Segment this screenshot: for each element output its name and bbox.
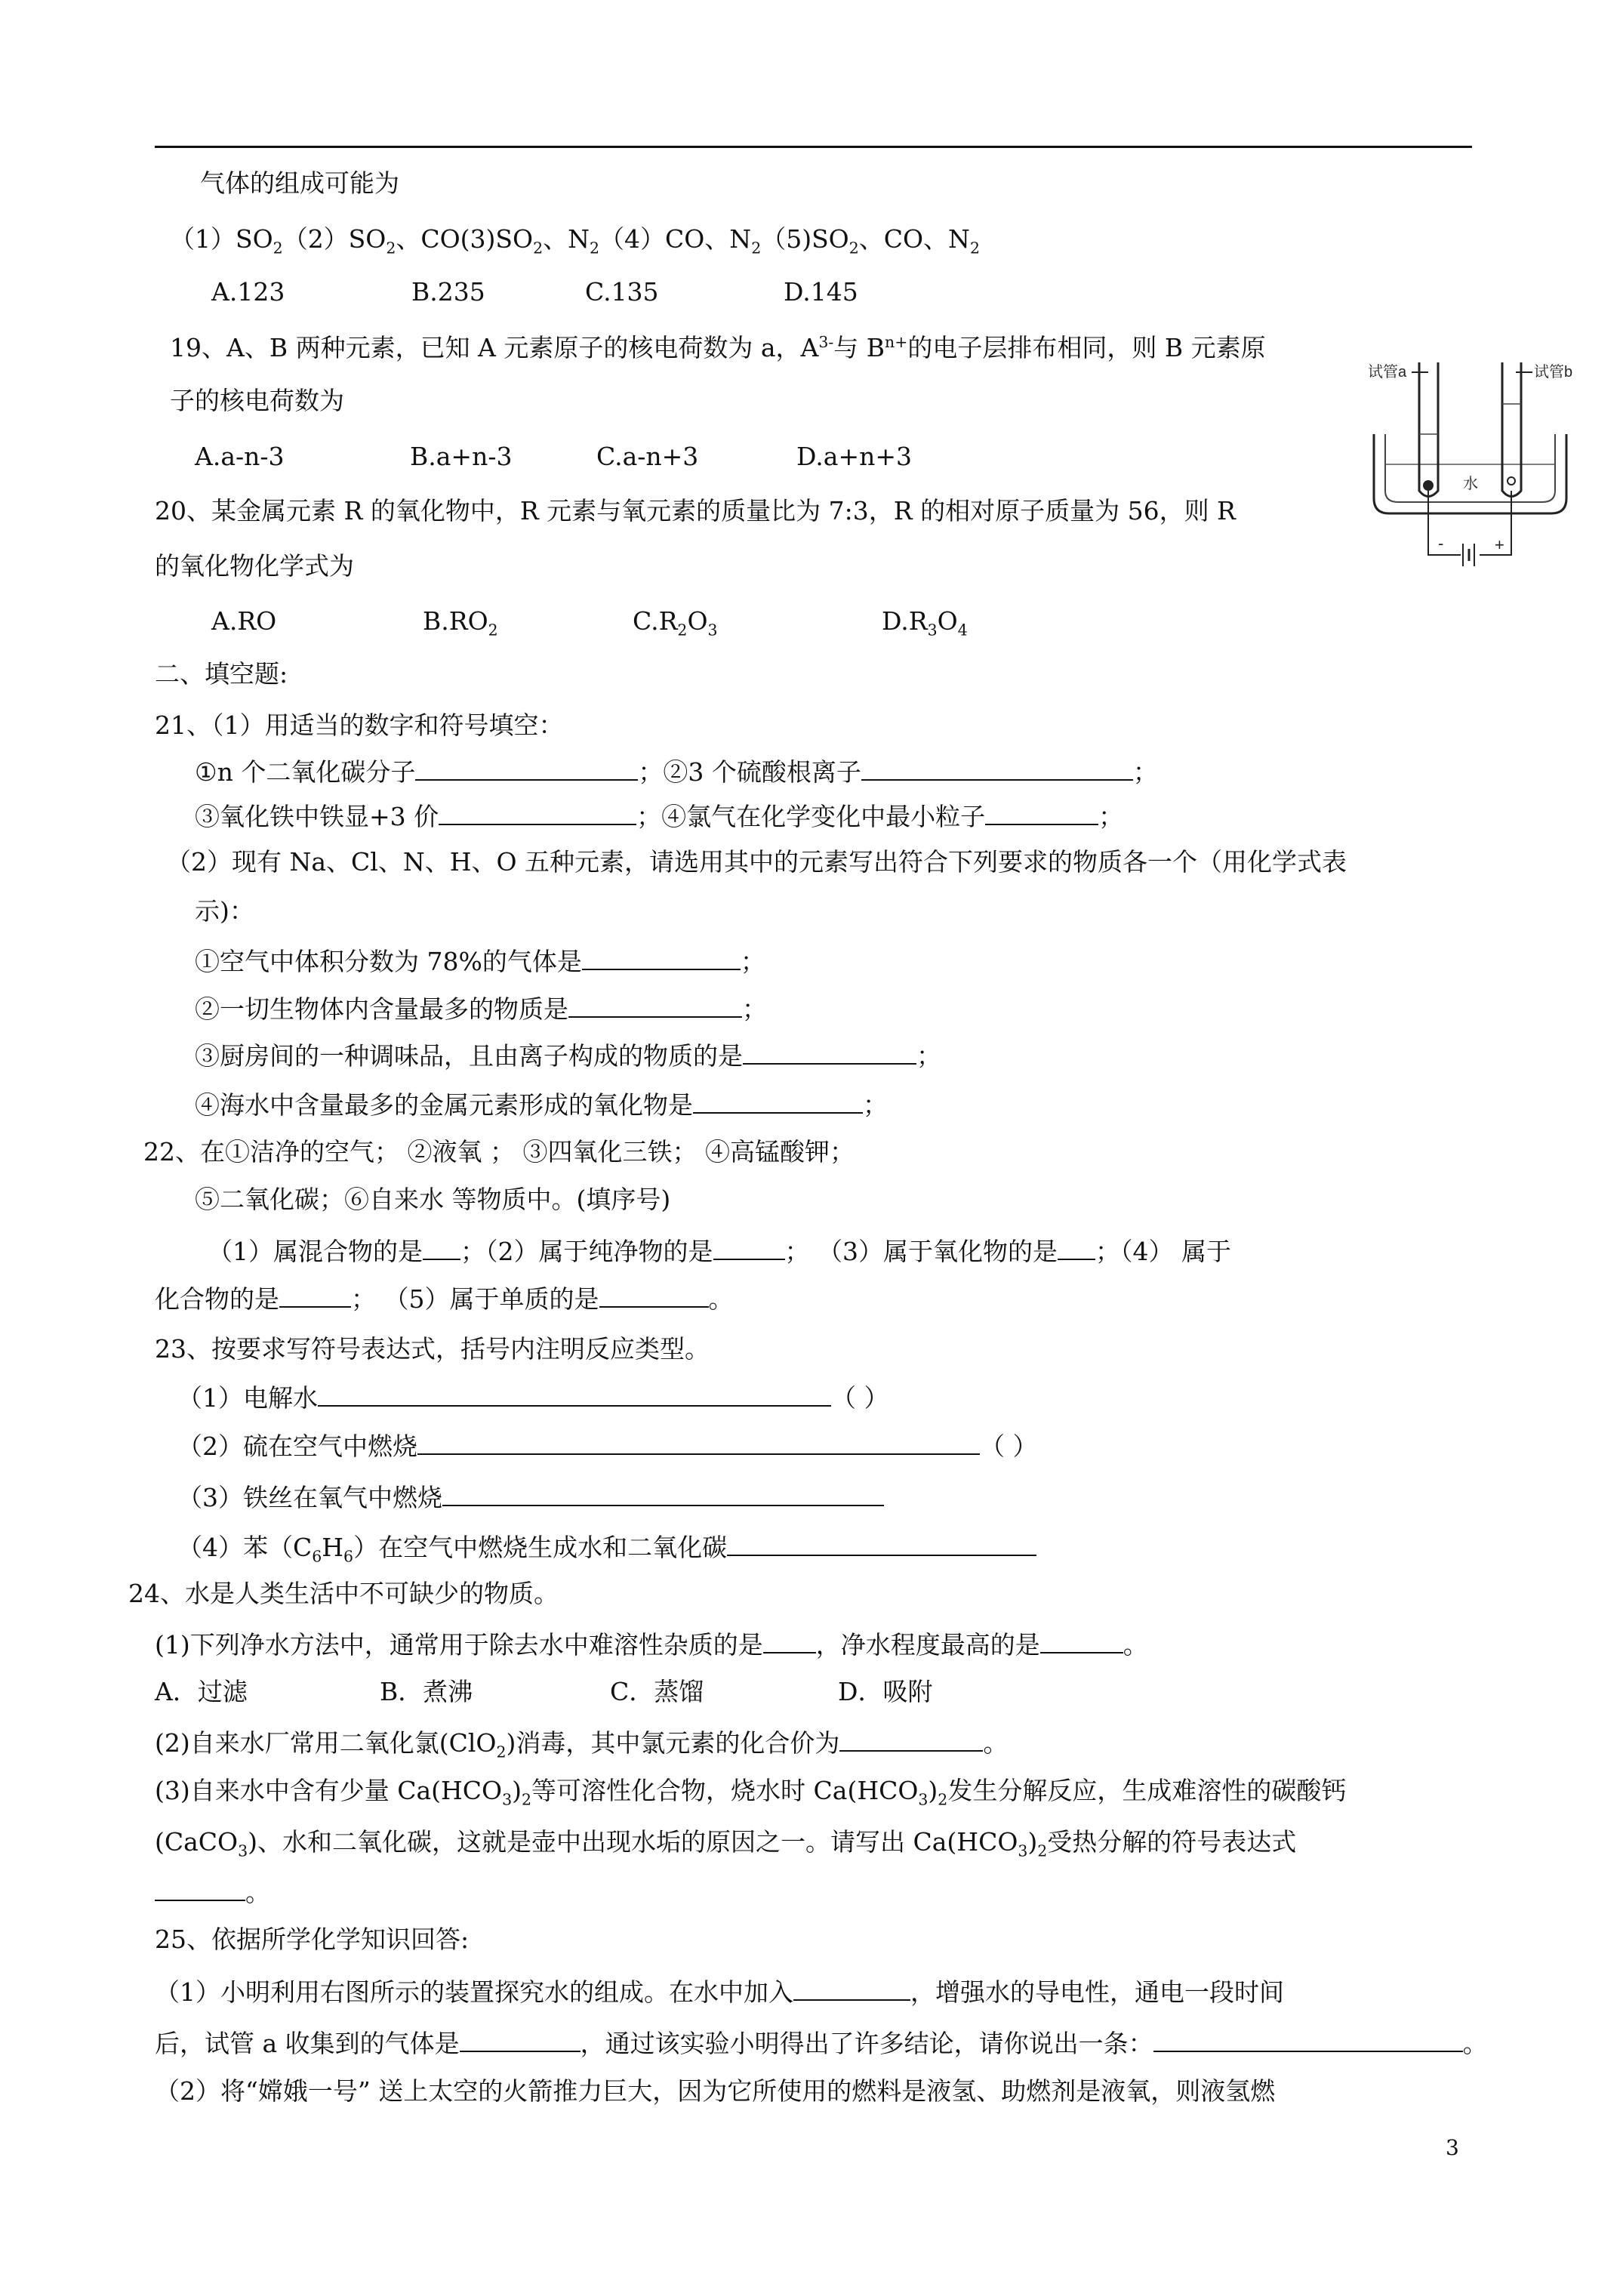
q23-line4: （3）铁丝在氧气中燃烧 xyxy=(177,1484,884,1510)
q21-line4: （2）现有 Na、Cl、N、H、O 五种元素，请选用其中的元素写出符合下列要求的物质各一个（用化学式表 xyxy=(166,847,1347,877)
q24-option-c: C．蒸馏 xyxy=(610,1677,704,1706)
q22-line3: （1）属混合物的是 ；（2）属于纯净物的是 ； （3）属于氧化物的是 ；（4） 属于 xyxy=(208,1237,1231,1266)
header-rule xyxy=(155,146,1472,148)
q18-line1: 气体的组成可能为 xyxy=(200,168,399,198)
answer-blank[interactable] xyxy=(439,803,636,825)
answer-blank[interactable] xyxy=(318,1384,831,1407)
q21-line8: ③厨房间的一种调味品，且由离子构成的物质的是 ； xyxy=(195,1041,941,1071)
answer-blank[interactable] xyxy=(727,1533,1036,1556)
answer-blank[interactable] xyxy=(415,758,638,781)
q18-option-a: A.123 xyxy=(211,277,285,307)
q19-line2: 子的核电荷数为 xyxy=(170,386,344,415)
answer-blank[interactable] xyxy=(693,1091,863,1114)
q24-line1: 24、水是人类生活中不可缺少的物质。 xyxy=(128,1579,559,1608)
answer-blank[interactable] xyxy=(1040,1631,1123,1653)
q21-line1: 21、（1）用适当的数字和符号填空： xyxy=(155,710,564,740)
q20-line2: 的氧化物化学式为 xyxy=(155,551,354,581)
electrode-a xyxy=(1423,480,1434,491)
q24-option-d: D．吸附 xyxy=(838,1677,933,1706)
q23-line2: （1）电解水 （ ） xyxy=(177,1383,889,1413)
q23-line1: 23、按要求写符号表达式，括号内注明反应类型。 xyxy=(155,1334,710,1364)
q24-line6: (CaCO$_3$)、水和二氧化碳，这就是壶中出现水垢的原因之一。请写出 $Ca(HCO_3)_2$受热分解的符号表达式 xyxy=(155,1827,1297,1860)
q22-line4: 化合物的是 ； （5）属于单质的是 。 xyxy=(155,1284,734,1314)
section-heading: 二、填空题: xyxy=(155,659,288,689)
q19-option-c: C.a-n+3 xyxy=(596,442,699,471)
q18-option-b: B.235 xyxy=(411,277,485,307)
q20-option-b: $B.RO_2$ xyxy=(423,606,498,639)
q24-line5: (3)自来水中含有少量 $Ca(HCO_3)_2$等可溶性化合物，烧水时 $Ca(HCO_3)_2$发生分解反应，生成难溶性的碳酸钙 xyxy=(155,1776,1347,1809)
water-label: 水 xyxy=(1463,476,1478,492)
answer-blank[interactable] xyxy=(279,1285,351,1308)
answer-blank[interactable] xyxy=(442,1484,884,1506)
tube-b-label: 试管b xyxy=(1534,364,1573,381)
q20-line1: 20、某金属元素 R 的氧化物中，R 元素与氧元素的质量比为 7:3，R 的相对原子质量为 56，则 R xyxy=(155,496,1236,525)
answer-blank[interactable] xyxy=(1058,1237,1095,1260)
answer-blank[interactable] xyxy=(861,758,1133,781)
q24-line4: (2)自来水厂常用二氧化氯(ClO$_2$)消毒，其中氯元素的化合价为 。 xyxy=(155,1728,1009,1761)
q22-line1: 22、在①洁净的空气； ②液氧 ； ③四氧化三铁； ④高锰酸钾； xyxy=(143,1137,855,1166)
q25-line1: 25、依据所学化学知识回答: xyxy=(155,1925,470,1954)
q20-option-c: $C.R_2O_3$ xyxy=(633,606,718,639)
answer-blank[interactable] xyxy=(713,1237,785,1260)
answer-blank[interactable] xyxy=(763,1631,816,1653)
q19-option-d: D.a+n+3 xyxy=(796,442,912,471)
answer-blank[interactable] xyxy=(599,1285,709,1308)
answer-blank[interactable] xyxy=(568,995,742,1018)
q21-line9: ④海水中含量最多的金属元素形成的氧化物是 ； xyxy=(195,1090,888,1120)
q18-line2: $(1)SO_2(2)SO_2$、$CO(3)SO_2$、$N_2(4)CO$、$N_2(5)SO_2$、CO、$N_2$ xyxy=(170,224,980,257)
q25-line3: 后，试管 a 收集到的气体是 ，通过该实验小明得出了许多结论，请你说出一条： 。 xyxy=(155,2029,1488,2058)
answer-blank[interactable] xyxy=(417,1432,980,1455)
q22-line2: ⑤二氧化碳；⑥自来水 等物质中。(填序号) xyxy=(195,1185,671,1214)
q25-line2: （1）小明利用右图所示的装置探究水的组成。在水中加入 ，增强水的导电性，通电一段时间 xyxy=(155,1977,1284,2007)
answer-blank[interactable] xyxy=(743,1042,916,1065)
answer-blank[interactable] xyxy=(423,1237,460,1260)
q21-line6: ①空气中体积分数为 78%的气体是 ； xyxy=(195,947,765,976)
q18-option-c: C.135 xyxy=(585,277,659,307)
tube-a-label: 试管a xyxy=(1368,364,1407,381)
q21-line5: 示)： xyxy=(195,896,254,926)
plus-label: + xyxy=(1495,535,1504,554)
answer-blank[interactable] xyxy=(985,803,1098,825)
q24-option-a: A．过滤 xyxy=(155,1677,248,1706)
q20-option-a: A.RO xyxy=(211,606,277,636)
minus-label: - xyxy=(1438,534,1444,553)
q23-line3: （2）硫在空气中燃烧 （ ） xyxy=(177,1432,1038,1461)
q25-line4: （2）将“嫦娥一号” 送上太空的火箭推力巨大，因为它所使用的燃料是液氢、助燃剂是液氧，则液氢燃 xyxy=(155,2076,1276,2106)
answer-blank[interactable] xyxy=(460,2029,581,2052)
answer-blank[interactable] xyxy=(582,948,741,970)
q21-line3: ③氧化铁中铁显+3 价 ；④氯气在化学变化中最小粒子 ； xyxy=(195,802,1124,831)
q24-option-b: B．煮沸 xyxy=(380,1677,473,1706)
q21-line7: ②一切生物体内含量最多的物质是 ； xyxy=(195,994,767,1024)
q19-line1: 19、A、B 两种元素，已知 A 元素原子的核电荷数为 a，$A^{3-}$与 $B^{n+}$的电子层排布相同，则 B 元素原 xyxy=(170,333,1266,362)
q21-line2: ①n 个二氧化碳分子 ；②3 个硫酸根离子 ； xyxy=(195,757,1158,787)
q24-line2: (1)下列净水方法中，通常用于除去水中难溶性杂质的是 ，净水程度最高的是 。 xyxy=(155,1630,1148,1660)
page-number: 3 xyxy=(1446,2135,1459,2160)
answer-blank[interactable] xyxy=(1153,2029,1463,2052)
q18-option-d: D.145 xyxy=(784,277,858,307)
q24-line7: 。 xyxy=(155,1878,270,1905)
q23-line5: （4）苯$(C_6H_6)$在空气中燃烧生成水和二氧化碳 xyxy=(177,1533,1036,1564)
q19-option-a: A.a-n-3 xyxy=(195,442,285,471)
answer-blank[interactable] xyxy=(839,1729,983,1752)
q20-option-d: $D.R_3O_4$ xyxy=(882,606,968,639)
answer-blank[interactable] xyxy=(155,1878,245,1901)
q19-option-b: B.a+n-3 xyxy=(410,442,513,471)
answer-blank[interactable] xyxy=(793,1978,910,2001)
electrolysis-apparatus-figure xyxy=(1366,351,1585,578)
